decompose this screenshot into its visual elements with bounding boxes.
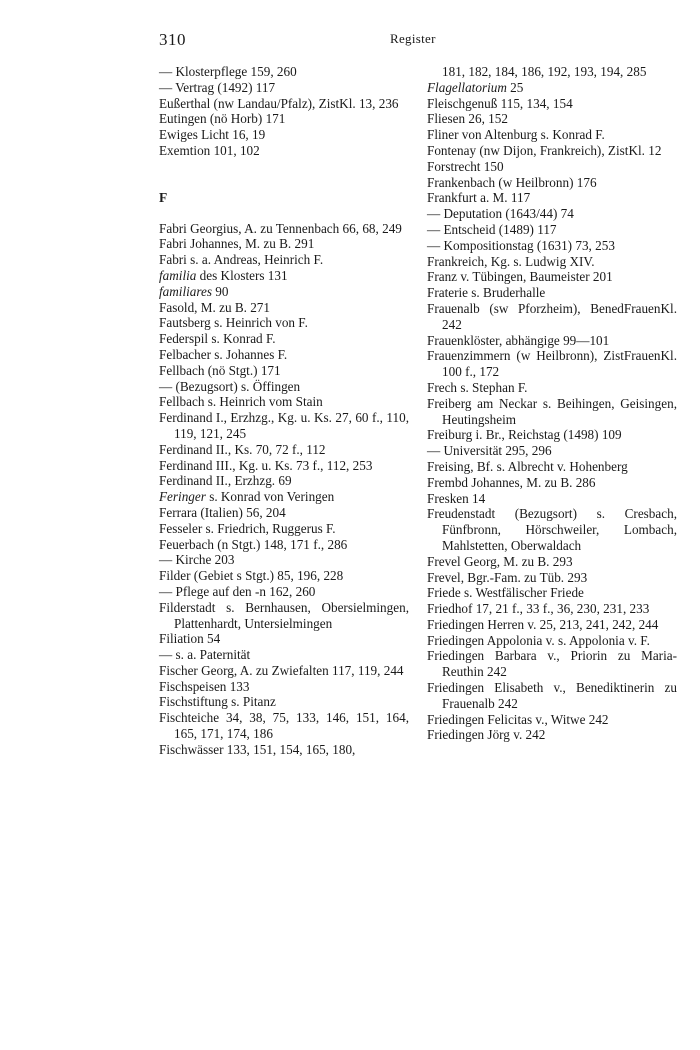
index-entry: Forstrecht 150 xyxy=(427,158,504,174)
index-entry: Friede s. Westfälischer Friede xyxy=(427,585,584,601)
index-entry: Frevel Georg, M. zu B. 293 xyxy=(427,553,573,569)
index-entry: Frauenzimmern (w Heilbronn), ZistFrauenKl. 100 f., 172 xyxy=(427,348,677,380)
index-entry: Frankfurt a. M. 117 xyxy=(427,190,531,206)
index-entry xyxy=(159,489,409,505)
index-entry-refs: 90 xyxy=(212,283,229,299)
section-letter: F xyxy=(159,189,168,205)
left-column xyxy=(159,64,409,758)
index-entry: Friedingen Elisabeth v., Benediktinerin zu Frauenalb 242 xyxy=(427,680,677,711)
index-entry: Fleischgenuß 115, 134, 154 xyxy=(427,95,573,111)
index-entry: Fabri Johannes, M. zu B. 291 xyxy=(159,236,315,252)
index-entry: Freudenstadt (Bezugsort) s. Cresbach, Fünfbronn, Hörschweiler, Lombach, Mahlstetten, Oberwaldach xyxy=(427,506,677,553)
page-number: 310 xyxy=(159,30,186,49)
index-entry: Fischstiftung s. Pitanz xyxy=(159,694,276,710)
index-entry: Frech s. Stephan F. xyxy=(427,379,528,395)
index-entry: Freiberg am Neckar s. Beihingen, Geisingen, Heutingsheim xyxy=(427,395,677,427)
index-entry: Frankenbach (w Heilbronn) 176 xyxy=(427,174,597,190)
index-entry: Frembd Johannes, M. zu B. 286 xyxy=(427,474,596,490)
index-entry: Fellbach (nö Stgt.) 171 xyxy=(159,362,281,378)
index-entry-term: familia xyxy=(159,267,197,283)
index-entry: Fraterie s. Bruderhalle xyxy=(427,285,546,301)
index-entry: 181, 182, 184, 186, 192, 193, 194, 285 xyxy=(442,64,647,79)
index-entry: Fischwässer 133, 151, 154, 165, 180, xyxy=(159,741,356,757)
index-entry: Friedingen Herren v. 25, 213, 241, 242, 244 xyxy=(427,616,659,632)
index-entry xyxy=(159,268,409,284)
index-entry: Ferdinand II., Ks. 70, 72 f., 112 xyxy=(159,441,326,457)
index-entry: Frauenklöster, abhängige 99—101 xyxy=(427,332,610,348)
index-entry: Fellbach s. Heinrich vom Stain xyxy=(159,394,323,410)
index-entry: Feuerbach (n Stgt.) 148, 171 f., 286 xyxy=(159,536,348,552)
index-entry: — Vertrag (1492) 117 xyxy=(159,79,276,95)
index-entry: — Pflege auf den -n 162, 260 xyxy=(159,583,316,599)
index-entry: — s. a. Paternität xyxy=(159,647,251,663)
index-entry: Frauenalb (sw Pforzheim), BenedFrauenKl. 242 xyxy=(427,300,677,332)
index-entry: Freising, Bf. s. Albrecht v. Hohenberg xyxy=(427,458,628,474)
index-entry: Filderstadt s. Bernhausen, Obersielmingen, Plattenhardt, Untersielmingen xyxy=(159,599,409,631)
index-entry: Eutingen (nö Horb) 171 xyxy=(159,111,286,127)
index-entry: Filder (Gebiet s Stgt.) 85, 196, 228 xyxy=(159,568,344,584)
index-entry: Ferdinand I., Erzhzg., Kg. u. Ks. 27, 60 f., 110, 119, 121, 245 xyxy=(159,410,409,441)
index-entry: Fontenay (nw Dijon, Frankreich), ZistKl. 12 xyxy=(427,142,662,158)
index-entry: Freiburg i. Br., Reichstag (1498) 109 xyxy=(427,427,622,443)
index-entry: — Klosterpflege 159, 260 xyxy=(159,64,297,79)
index-entry: Friedingen Appolonia v. s. Appolonia v. F. xyxy=(427,632,650,648)
index-entry-term: familiares xyxy=(159,283,212,299)
index-entry: — Deputation (1643/44) 74 xyxy=(427,206,574,222)
index-entry-term: Flagellatorium xyxy=(427,79,507,95)
index-entry: Franz v. Tübingen, Baumeister 201 xyxy=(427,269,613,285)
index-entry: Fischer Georg, A. zu Zwiefalten 117, 119, 244 xyxy=(159,662,404,678)
index-entry: — Kirche 203 xyxy=(159,552,235,568)
index-entry: Exemtion 101, 102 xyxy=(159,142,260,158)
index-entry: Fasold, M. zu B. 271 xyxy=(159,299,270,315)
index-entry: Fresken 14 xyxy=(427,490,486,506)
index-entry: — (Bezugsort) s. Öffingen xyxy=(159,378,301,394)
index-entry: Ferdinand III., Kg. u. Ks. 73 f., 112, 253 xyxy=(159,457,373,473)
index-entry: Friedhof 17, 21 f., 33 f., 36, 230, 231, 233 xyxy=(427,601,650,617)
index-entry: Friedingen Felicitas v., Witwe 242 xyxy=(427,711,609,727)
index-entry: Ferrara (Italien) 56, 204 xyxy=(159,504,286,520)
index-entry: Frankreich, Kg. s. Ludwig XIV. xyxy=(427,253,595,269)
index-entry: Eußerthal (nw Landau/Pfalz), ZistKl. 13, 236 xyxy=(159,95,399,111)
index-entry: Fischspeisen 133 xyxy=(159,678,250,694)
index-entry: Fabri Georgius, A. zu Tennenbach 66, 68, 249 xyxy=(159,220,402,236)
index-entry: — Universität 295, 296 xyxy=(427,443,552,459)
index-entry-term: Feringer xyxy=(159,489,206,505)
index-entry xyxy=(159,284,409,300)
index-entry: Ewiges Licht 16, 19 xyxy=(159,127,266,143)
index-entry-refs: 25 xyxy=(506,79,524,95)
index-entry: Fautsberg s. Heinrich von F. xyxy=(159,315,308,331)
index-entry: Ferdinand II., Erzhzg. 69 xyxy=(159,473,292,489)
index-entry: — Entscheid (1489) 117 xyxy=(427,221,557,237)
index-entry: Fliesen 26, 152 xyxy=(427,111,508,127)
index-entry: Filiation 54 xyxy=(159,631,221,647)
index-entry-refs: des Klosters 131 xyxy=(196,267,288,283)
index-entry: — Kompositionstag (1631) 73, 253 xyxy=(427,237,615,253)
index-entry: Fesseler s. Friedrich, Ruggerus F. xyxy=(159,520,336,536)
index-entry: Federspil s. Konrad F. xyxy=(159,331,276,347)
index-entry: Fabri s. a. Andreas, Heinrich F. xyxy=(159,252,324,268)
index-entry: Fischteiche 34, 38, 75, 133, 146, 151, 164, 165, 171, 174, 186 xyxy=(159,710,409,742)
index-entry xyxy=(427,80,677,96)
index-entry: Friedingen Barbara v., Priorin zu Maria-Reuthin 242 xyxy=(427,648,677,680)
index-entry: Felbacher s. Johannes F. xyxy=(159,346,288,362)
running-head: Register xyxy=(390,31,436,46)
index-entry-refs: s. Konrad von Veringen xyxy=(205,489,335,505)
index-entry: Friedingen Jörg v. 242 xyxy=(427,727,546,743)
index-entry: Frevel, Bgr.-Fam. zu Tüb. 293 xyxy=(427,569,588,585)
index-entry: Fliner von Altenburg s. Konrad F. xyxy=(427,127,605,143)
right-column xyxy=(427,64,677,743)
